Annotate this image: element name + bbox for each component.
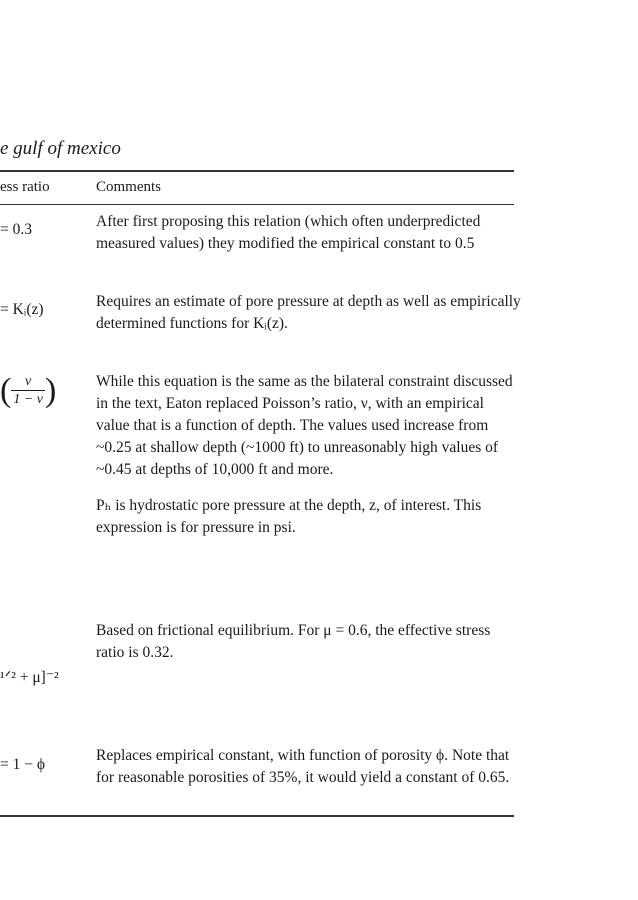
row-4-comment-text: Based on frictional equilibrium. For μ = 0.6, the effective stress ratio is 0.32. (96, 622, 491, 661)
fraction-denominator: 1 − ν (13, 392, 43, 407)
row-4-formula: ¹ᐟ² + μ]⁻² (0, 669, 59, 686)
top-rule (0, 170, 514, 172)
row-2-comment (96, 291, 521, 335)
left-paren: ( (0, 372, 12, 409)
poisson-fraction (11, 374, 45, 408)
fraction-numerator: ν (25, 374, 32, 389)
row-1-comment-text: After first proposing this relation (which often underpredicted measured values) they modified the empirical constant to 0.5 (96, 213, 481, 252)
row-3-formula (0, 372, 56, 410)
row-3-comment-text: While this equation is the same as the bilateral constraint discussed in the text, Eaton replaced Poisson’s ratio, ν, with an empirical value that is a function of depth. The values used increase from ~0.25 at shallow depth (~1000 ft) to unreasonably high values of ~0.45 at depths of 10,000 ft and more. (96, 373, 513, 478)
row-1-comment (96, 211, 521, 255)
row-5-formula: = 1 − ϕ (0, 756, 46, 773)
row-3-comment (96, 371, 521, 539)
right-paren: ) (45, 372, 57, 409)
row-5-comment-text: Replaces empirical constant, with function of porosity ϕ. Note that for reasonable porosities of 35%, it would yield a constant of 0.65. (96, 747, 510, 786)
row-5-comment (96, 745, 521, 789)
row-1-formula: = 0.3 (0, 221, 32, 238)
row-2-formula: = Kᵢ(z) (0, 301, 44, 318)
header-comments: Comments (96, 179, 162, 195)
bottom-rule (0, 815, 514, 817)
row-4-comment (96, 620, 521, 664)
table-caption: e gulf of mexico (0, 138, 121, 159)
header-rule (0, 204, 514, 205)
header-ratio: ess ratio (0, 179, 50, 195)
row-3-comment-text-2: Pₕ is hydrostatic pore pressure at the depth, z, of interest. This expression is for pressure in psi. (96, 497, 482, 536)
row-2-comment-text: Requires an estimate of pore pressure at depth as well as empirically determined functions for Kᵢ(z). (96, 293, 521, 332)
